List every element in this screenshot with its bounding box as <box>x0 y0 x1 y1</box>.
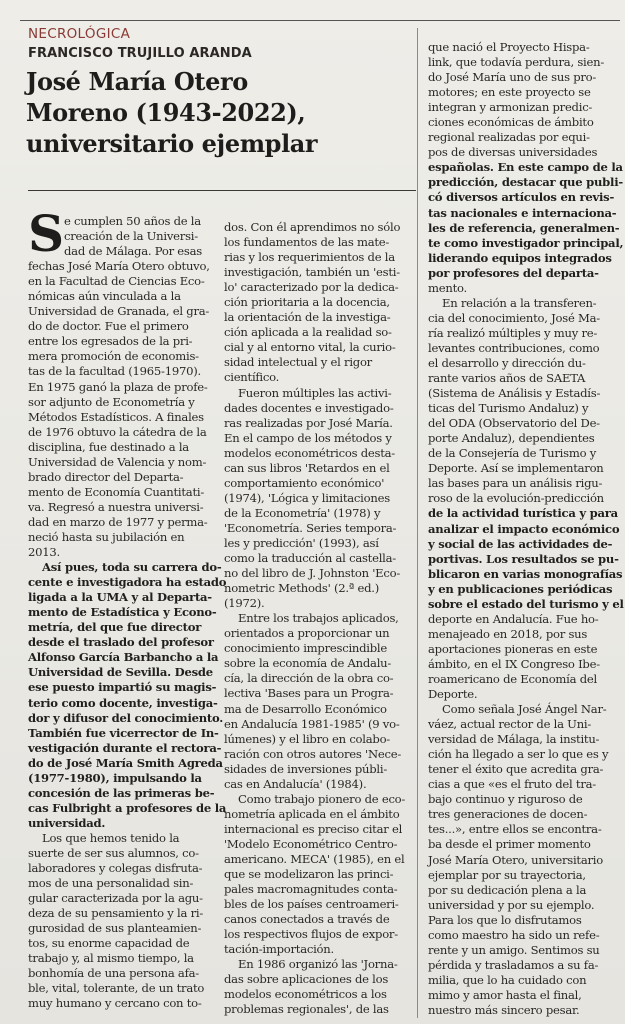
text-line: rias y los requerimientos de la <box>224 250 395 265</box>
text-line: bles de los países centroameri- <box>224 897 399 912</box>
text-line: analizar el impacto económico <box>428 521 620 536</box>
text-line: por su dedicación plena a la <box>428 882 587 897</box>
text-line: ción prioritaria a la docencia, <box>224 295 390 310</box>
text-line: ámbito, en el IX Congreso Ibe- <box>428 656 600 671</box>
column-divider <box>417 28 418 1018</box>
text-line: Universidad de Granada, el gra- <box>28 304 210 319</box>
headline-line: universitario ejemplar <box>26 129 318 158</box>
text-line: mos de una personalidad sin- <box>28 876 194 891</box>
text-line: universidad y por su ejemplo. <box>428 897 595 912</box>
text-line: (1977-1980), impulsando la <box>28 770 202 785</box>
text-line: sobre el estado del turismo y el <box>428 596 624 611</box>
text-line: sor adjunto de Econometría y <box>28 394 195 409</box>
text-line: váez, actual rector de la Uni- <box>428 717 592 732</box>
text-line: liderando equipos integrados <box>428 250 612 265</box>
headline-line: José María Otero <box>26 67 248 96</box>
text-line: canos conectados a través de <box>224 912 390 927</box>
text-line: americano. MECA' (1985), en el <box>224 851 405 866</box>
text-line: portivas. Los resultados se pu- <box>428 551 619 566</box>
text-line: cial y al entorno vital, la curio- <box>224 340 396 355</box>
text-line: link, que todavía perdura, sien- <box>428 55 604 70</box>
text-line: pérdida y trasladamos a su fa- <box>428 957 599 972</box>
text-line: nómicas aún vinculada a la <box>28 289 181 304</box>
article-headline <box>26 66 406 159</box>
text-line: También fue vicerrector de In- <box>28 725 219 740</box>
text-line: nometric Methods' (2.ª ed.) <box>224 581 379 596</box>
text-line: 'Econometría. Series tempora- <box>224 520 397 535</box>
text-line: Así pues, toda su carrera do- <box>42 560 222 575</box>
text-line: do de José María Smith Agreda <box>28 755 223 770</box>
text-line: pos de diversas universidades <box>428 145 598 160</box>
text-line: por profesores del departa- <box>428 265 599 280</box>
text-line: investigación, también un 'esti- <box>224 265 400 280</box>
text-line: sidades de inversiones públi- <box>224 761 387 776</box>
text-line: cia del conocimiento, José Ma- <box>428 310 600 325</box>
text-line: del ODA (Observatorio del De- <box>428 416 600 431</box>
text-line: terio como docente, investiga- <box>28 695 218 710</box>
text-line: ción ha llegado a ser lo que es y <box>428 747 609 762</box>
text-line: En 1975 ganó la plaza de profe- <box>28 379 208 394</box>
text-line: modelos econométricos desta- <box>224 445 395 460</box>
text-line: blicaron en varias monografías <box>428 566 623 581</box>
text-line: das sobre aplicaciones de los <box>224 972 389 987</box>
text-line: trabajo y, al mismo tiempo, la <box>28 951 194 966</box>
text-line: Deporte. Así se implementaron <box>428 461 604 476</box>
text-line: Universidad de Valencia y nom- <box>28 454 207 469</box>
text-line: tas nacionales e internaciona- <box>428 205 617 220</box>
text-line: roamericano de Economía del <box>428 671 597 686</box>
text-line: aportaciones pioneras en este <box>428 641 598 656</box>
text-line: Como señala José Ángel Nar- <box>442 702 607 717</box>
text-line: dad de Málaga. Por esas <box>64 244 202 259</box>
text-line: rante varios años de SAETA <box>428 371 586 386</box>
text-line: bajo continuo y riguroso de <box>428 792 583 807</box>
article-column-3 <box>428 40 624 1018</box>
text-line: Entre los trabajos aplicados, <box>238 611 399 626</box>
text-line: de la Consejería de Turismo y <box>428 446 597 461</box>
text-line: dad en marzo de 1977 y perma- <box>28 514 208 529</box>
text-line: Como trabajo pionero de eco- <box>238 791 406 806</box>
text-line: mimo y amor hasta el final, <box>428 987 582 1002</box>
text-line: mento de Estadística y Econo- <box>28 605 217 620</box>
text-line: dades docentes e investigado- <box>224 400 394 415</box>
text-line: 'Modelo Econométrico Centro- <box>224 836 398 851</box>
text-line: no del libro de J. Johnston 'Eco- <box>224 566 401 581</box>
text-line: cias a que «es el fruto del tra- <box>428 777 596 792</box>
text-line: Deporte. <box>428 687 478 702</box>
text-line: muy humano y cercano con to- <box>28 996 202 1011</box>
text-line: levantes contribuciones, como <box>428 340 600 355</box>
text-line: (Sistema de Análisis y Estadís- <box>428 386 601 401</box>
text-line: ba desde el primer momento <box>428 837 591 852</box>
text-line: el desarrollo y dirección du- <box>428 355 586 370</box>
text-line: Métodos Estadísticos. A finales <box>28 409 204 424</box>
text-line: pales macromagnitudes conta- <box>224 882 398 897</box>
text-line: ejemplar por su trayectoria, <box>428 867 586 882</box>
text-line: can sus libros 'Retardos en el <box>224 460 390 475</box>
text-line: tes...», entre ellos se encontra- <box>428 822 602 837</box>
text-line: motores; en este proyecto se <box>428 85 591 100</box>
text-line: orientados a proporcionar un <box>224 626 390 641</box>
text-line: los fundamentos de las mate- <box>224 235 390 250</box>
text-line: En relación a la transferen- <box>442 295 597 310</box>
text-line: Los que hemos tenido la <box>42 830 180 845</box>
text-line: nometría aplicada en el ámbito <box>224 806 400 821</box>
text-line: va. Regresó a nuestra universi- <box>28 499 204 514</box>
text-line: deza de su pensamiento y la ri- <box>28 906 203 921</box>
text-line: milia, que lo ha cuidado con <box>428 972 587 987</box>
text-line: problemas regionales', de las <box>224 1002 389 1017</box>
text-line: (1972). <box>224 596 265 611</box>
text-line: José María Otero, universitario <box>428 852 603 867</box>
text-line: entre los egresados de la pri- <box>28 334 193 349</box>
text-line: científico. <box>224 370 280 385</box>
text-line: lúmenes) y el libro en colabo- <box>224 731 390 746</box>
text-line: regional realizadas por equi- <box>428 130 590 145</box>
text-line: las bases para un análisis rigu- <box>428 476 603 491</box>
text-line: gular caracterizada por la agu- <box>28 891 203 906</box>
text-line: ticas del Turismo Andaluz) y <box>428 401 589 416</box>
text-line: rente y un amigo. Sentimos su <box>428 942 600 957</box>
text-line: y en publicaciones periódicas <box>428 581 613 596</box>
text-line: mera promoción de economis- <box>28 349 199 364</box>
text-line: ción aplicada a la realidad so- <box>224 325 392 340</box>
text-line: te como investigador principal, <box>428 235 624 250</box>
text-line: y social de las actividades de- <box>428 536 613 551</box>
text-line: do de doctor. Fue el primero <box>28 319 189 334</box>
text-line: fechas José María Otero obtuvo, <box>28 259 210 274</box>
text-line: les de referencia, generalmen- <box>428 220 620 235</box>
text-line: mento. <box>428 280 467 295</box>
text-line: predicción, destacar que publi- <box>428 175 623 190</box>
text-line: dor y difusor del conocimiento. <box>28 710 224 725</box>
text-line: (1974), 'Lógica y limitaciones <box>224 490 390 505</box>
text-line: dos. Con él aprendimos no sólo <box>224 220 401 234</box>
text-line: concesión de las primeras be- <box>28 785 215 800</box>
text-line: ría realizó múltiples y muy re- <box>428 325 598 340</box>
text-line: mento de Economía Cuantitati- <box>28 484 204 499</box>
text-line: españolas. En este campo de la <box>428 160 623 175</box>
text-line: neció hasta su jubilación en <box>28 529 185 544</box>
text-line: desde el traslado del profesor <box>28 635 214 650</box>
text-line: bonhomía de una persona afa- <box>28 966 199 981</box>
text-line: tos, su enorme capacidad de <box>28 936 190 951</box>
text-line: los respectivos flujos de expor- <box>224 927 398 942</box>
text-line: comportamiento económico' <box>224 475 385 490</box>
text-line: ras realizadas por José María. <box>224 415 393 430</box>
text-line: menajeado en 2018, por sus <box>428 626 588 641</box>
text-line: ración con otros autores 'Nece- <box>224 746 401 761</box>
text-line: metría, del que fue director <box>28 620 202 635</box>
text-line: 2013. <box>28 545 60 560</box>
text-line: de la Econometría' (1978) y <box>224 505 381 520</box>
text-line: lectiva 'Bases para un Progra- <box>224 686 394 701</box>
text-line: como maestro ha sido un refe- <box>428 927 600 942</box>
section-label: NECROLÓGICA <box>28 26 131 42</box>
text-line: brado director del Departa- <box>28 469 184 484</box>
text-line: tener el éxito que acredita gra- <box>428 762 604 777</box>
text-line: les y predicción' (1993), así <box>224 535 379 550</box>
text-line: En 1986 organizó las 'Jorna- <box>238 957 398 972</box>
text-line: en Andalucía 1981-1985' (9 vo- <box>224 716 400 731</box>
text-line: cas Fulbright a profesores de la <box>28 800 227 815</box>
text-line: tación-importación. <box>224 942 334 957</box>
text-line: do José María uno de sus pro- <box>428 70 597 85</box>
text-line: Universidad de Sevilla. Desde <box>28 665 213 680</box>
text-line: ciones económicas de ámbito <box>428 115 594 130</box>
article-column-2 <box>224 220 412 1017</box>
text-line: nuestro más sincero pesar. <box>428 1003 580 1017</box>
text-line: como la traducción al castella- <box>224 551 396 566</box>
text-line: tas de la facultad (1965-1970). <box>28 364 201 379</box>
text-line: tres generaciones de docen- <box>428 807 588 822</box>
text-line: versidad de Málaga, la institu- <box>428 732 600 747</box>
text-line: e cumplen 50 años de la <box>64 214 201 228</box>
text-line: creación de la Universi- <box>64 229 198 244</box>
text-line: ble, vital, tolerante, de un trato <box>28 981 205 996</box>
text-line: ma de Desarrollo Económico <box>224 701 387 716</box>
text-line: có diversos artículos en revis- <box>428 190 615 205</box>
text-line: En el campo de los métodos y <box>224 430 392 445</box>
text-line: porte Andaluz), dependientes <box>428 431 595 446</box>
text-line: cía, la dirección de la obra co- <box>224 671 394 686</box>
text-line: laboradores y colegas disfruta- <box>28 861 203 876</box>
text-line: Alfonso García Barbancho a la <box>28 650 219 665</box>
text-line: roso de la evolución-predicción <box>428 491 604 506</box>
text-line: cente e investigadora ha estado <box>28 575 227 590</box>
text-line: universidad. <box>28 815 106 830</box>
text-line: de la actividad turística y para <box>428 506 618 521</box>
text-line: la orientación de la investiga- <box>224 310 391 325</box>
text-line: ese puesto impartió su magis- <box>28 680 217 695</box>
text-line: conocimiento imprescindible <box>224 641 387 656</box>
text-line: deporte en Andalucía. Fue ho- <box>428 611 599 626</box>
text-line: de 1976 obtuvo la cátedra de la <box>28 424 207 439</box>
text-line: integran y armonizan predic- <box>428 100 593 115</box>
text-line: Para los que lo disfrutamos <box>428 912 582 927</box>
text-line: sobre la economía de Andalu- <box>224 656 392 671</box>
author-byline: FRANCISCO TRUJILLO ARANDA <box>28 46 252 61</box>
text-line: que se modelizaron las princi- <box>224 867 394 882</box>
text-line: gurosidad de sus planteamien- <box>28 921 202 936</box>
text-line: que nació el Proyecto Hispa- <box>428 40 590 54</box>
headline-line: Moreno (1943-2022), <box>26 98 306 127</box>
text-line: vestigación durante el rectora- <box>28 740 222 755</box>
article-column-1 <box>28 204 227 1011</box>
text-line: suerte de ser sus alumnos, co- <box>28 845 199 860</box>
text-line: internacional es preciso citar el <box>224 821 403 836</box>
text-line: sidad intelectual y el rigor <box>224 355 372 370</box>
text-line: Fueron múltiples las activi- <box>238 385 392 400</box>
text-line: disciplina, fue destinado a la <box>28 439 189 454</box>
headline-rule <box>28 190 416 191</box>
drop-cap: S <box>28 204 65 263</box>
text-line: ligada a la UMA y al Departa- <box>28 590 212 605</box>
text-line: modelos econométricos a los <box>224 987 387 1002</box>
top-rule <box>20 20 620 21</box>
text-line: cas en Andalucía' (1984). <box>224 776 367 791</box>
text-line: lo' caracterizado por la dedica- <box>224 280 399 295</box>
text-line: en la Facultad de Ciencias Eco- <box>28 274 205 289</box>
